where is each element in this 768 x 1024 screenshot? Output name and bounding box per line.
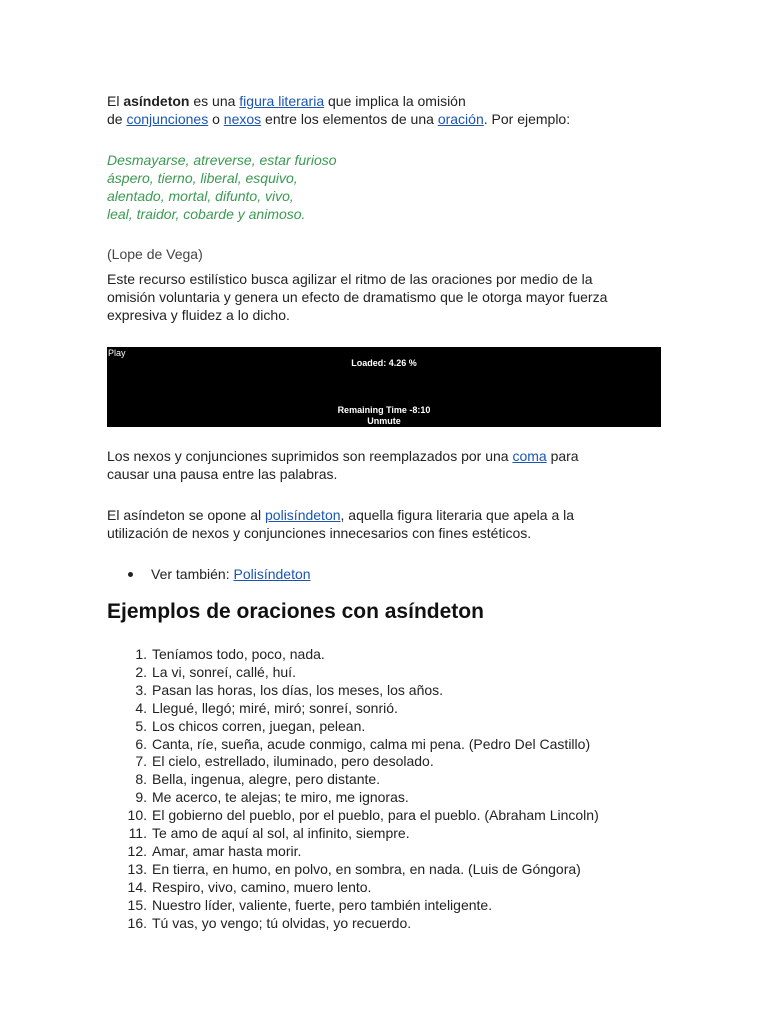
link-nexos[interactable]: nexos	[223, 111, 262, 127]
play-button[interactable]: Play	[108, 348, 126, 358]
list-item: 3. Pasan las horas, los días, los meses, los años.	[135, 681, 444, 698]
list-item: 8. Bella, ingenua, alegre, pero distante.	[135, 771, 381, 788]
list-item: 15. Nuestro líder, valiente, fuerte, pero también inteligente.	[127, 896, 493, 913]
video-player[interactable]	[107, 347, 661, 427]
link-see-also-polisindeton[interactable]: Polisíndeton	[233, 566, 311, 582]
list-item: 2. La vi, sonreí, callé, huí.	[135, 663, 296, 680]
coma-paragraph: Los nexos y conjunciones suprimidos son reemplazados por una coma para causar una pausa entre las palabras.	[107, 448, 579, 482]
unmute-button[interactable]: Unmute	[367, 416, 401, 426]
list-item: 1. Teníamos todo, poco, nada.	[135, 646, 325, 662]
loaded-status: Loaded: 4.26 %	[351, 358, 417, 368]
examples-heading: Ejemplos de oraciones con asíndeton	[107, 600, 484, 623]
remaining-time: Remaining Time -8:10	[337, 405, 431, 415]
link-polisindeton[interactable]: polisíndeton	[265, 507, 341, 523]
bullet-dot-icon	[128, 572, 133, 577]
poem-line: leal, traidor, cobarde y animoso.	[107, 206, 306, 222]
description-paragraph: Este recurso estilístico busca agilizar el ritmo de las oraciones por medio de la omisión voluntaria y genera un efecto de dramatismo que le otorga mayor fuerza expresiva y fluidez a lo dicho.	[107, 271, 608, 323]
list-item: 9. Me acerco, te alejas; te miro, me ignoras.	[135, 789, 409, 806]
link-conjunciones[interactable]: conjunciones	[126, 111, 209, 127]
list-item: 10. El gobierno del pueblo, por el pueblo, para el pueblo. (Abraham Lincoln)	[127, 807, 599, 824]
poem-attribution: (Lope de Vega)	[107, 246, 203, 262]
list-item: 7. El cielo, estrellado, iluminado, pero desolado.	[135, 753, 434, 770]
link-figura-literaria[interactable]: figura literaria	[239, 93, 325, 109]
poem-quote	[107, 151, 337, 223]
list-item: 13. En tierra, en humo, en polvo, en sombra, en nada. (Luis de Góngora)	[127, 860, 581, 877]
poem-line: áspero, tierno, liberal, esquivo,	[107, 170, 298, 186]
link-oracion[interactable]: oración	[437, 111, 484, 127]
poem-line: Desmayarse, atreverse, estar furioso	[107, 152, 337, 168]
list-item: 16. Tú vas, yo vengo; tú olvidas, yo recuerdo.	[127, 914, 412, 931]
list-item: 6. Canta, ríe, sueña, acude conmigo, calma mi pena. (Pedro Del Castillo)	[135, 735, 591, 752]
list-item: 4. Llegué, llegó; miré, miró; sonreí, sonrió.	[135, 699, 398, 716]
polisindeton-paragraph: El asíndeton se opone al polisíndeton, aquella figura literaria que apela a la utilización de nexos y conjunciones innecesarios con fines estéticos.	[107, 507, 575, 541]
list-item: 14. Respiro, vivo, camino, muero lento.	[127, 878, 372, 895]
link-coma[interactable]: coma	[512, 448, 547, 464]
intro-paragraph: El asíndeton es una figura literaria que implica la omisión de conjunciones o nexos entre los elementos de una oración. Por ejemplo:	[107, 93, 571, 127]
examples-list	[107, 646, 599, 933]
poem-line: alentado, mortal, difunto, vivo,	[107, 188, 294, 204]
document-page: El asíndeton es una figura literaria que implica la omisión de conjunciones o nexos entre los elementos de una oración. Por ejemplo: Desmayarse, atreverse, estar furioso áspero, tierno, liberal, esquivo, alentado, mortal, difunto, vivo, leal, traidor, cobarde y animoso. (Lope de Vega) Este recurso estilístico busca agilizar el ritmo de las oraciones por medio de la omisión voluntaria y genera un efecto de dramatismo que le otorga mayor fuerza expresiva y fluidez a lo dicho. Play Loaded: 4.26 % Remaining Time -8:10 Unmute Los nexos y conjunciones suprimidos son reemplazados por una coma para causar una pausa entre las palabras. El asíndeton se opone al polisíndeton, aquella figura literaria que apela a la utilización de nexos y conjunciones innecesarios con fines estéticos. Ver también: Polisíndeton Ejemplos de oraciones con asíndeton 1. Teníamos todo, poco, nada. 2. La vi, sonreí, callé, huí. 3. Pasan las horas, los días, los meses, los años. 4. Llegué, llegó; miré, miró; sonreí, sonrió. 5. Los chicos corren, juegan, pelean. 6. Canta, ríe, sueña, acude conmigo, calma mi pena. (Pedro Del Castillo) 7. El cielo, estrellado, iluminado, pero desolado. 8. Bella, ingenua, alegre, pero distante. 9. Me acerco, te alejas; te miro, me ignoras. 10. El gobierno del pueblo, por el pueblo, para el pueblo. (Abraham Lincoln) 11. Te amo de aquí al sol, al infinito, siempre. 12. Amar, amar hasta morir. 13. En tierra, en humo, en polvo, en sombra, en nada. (Luis de Góngora) 14. Respiro, vivo, camino, muero lento. 15. Nuestro líder, valiente, fuerte, pero también inteligente. 16. Tú vas, yo vengo; tú olvidas, yo recuerdo.	[0, 0, 768, 1024]
term-bold: asíndeton	[123, 93, 190, 109]
list-item: 11. Te amo de aquí al sol, al infinito, siempre.	[128, 825, 410, 842]
list-item: 12. Amar, amar hasta morir.	[127, 842, 302, 859]
list-item: 5. Los chicos corren, juegan, pelean.	[135, 717, 366, 734]
